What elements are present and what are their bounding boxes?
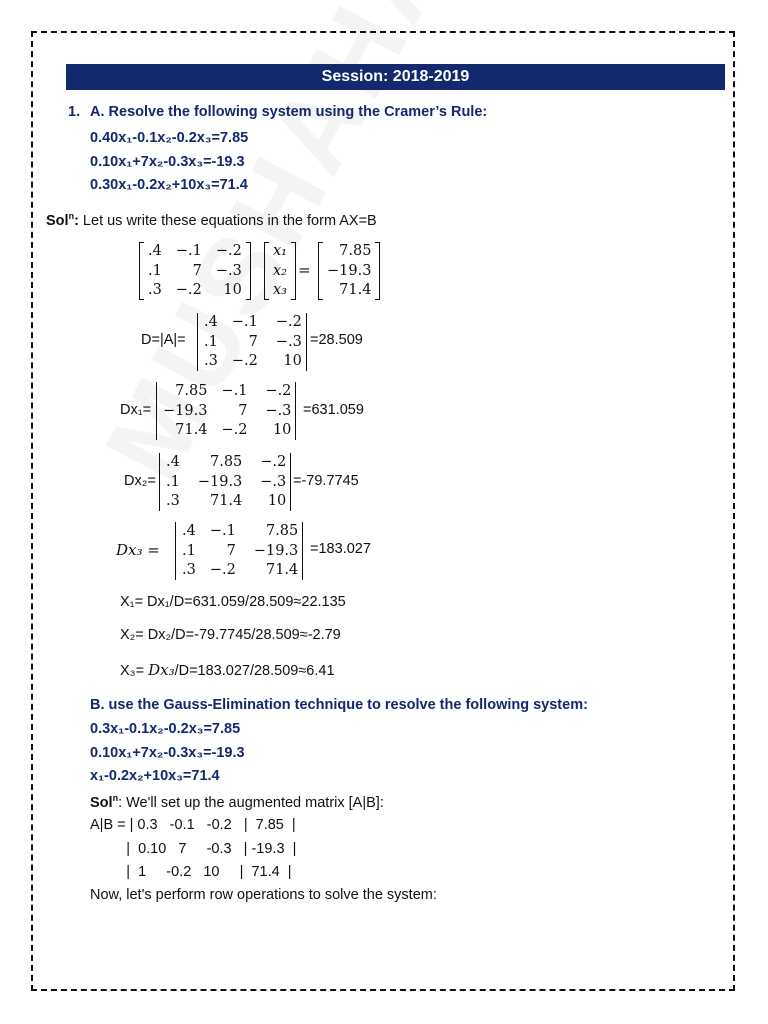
right-bracket xyxy=(246,242,251,300)
determinant-dx1-matrix: 7.85 −19.3 71.4 −.1 7 −.2 −.2 −.3 10 xyxy=(156,382,298,440)
matrix-a: .4 .1 .3 −.1 7 −.2 −.2 −.3 10 xyxy=(139,242,251,300)
part-b-equation-2: 0.10x₁+7x₂-0.3x₃=-19.3 xyxy=(90,745,245,761)
sol-label: Sol xyxy=(46,212,69,229)
determinant-dx1-value: =631.059 xyxy=(303,402,364,418)
question-number: 1. xyxy=(68,104,81,120)
sol-colon: : xyxy=(74,212,79,229)
vector-b: 7.85 −19.3 71.4 xyxy=(318,242,380,300)
determinant-dx2-matrix: .4 .1 .3 7.85 −19.3 71.4 −.2 −.3 10 xyxy=(159,453,293,511)
part-a-equation-2: 0.10x₁+7x₂-0.3x₃=-19.3 xyxy=(90,154,245,170)
closing-text: Now, let's perform row operations to solve the system: xyxy=(90,887,437,903)
augmented-row-3: | 1 -0.2 10 | 71.4 | xyxy=(90,864,292,880)
equals-sign: = xyxy=(298,261,311,279)
result-x3: X₃= Dx₃/D=183.027/28.509≈6.41 xyxy=(120,661,335,679)
part-b-title: B. use the Gauss-Elimination technique to resolve the following system: xyxy=(90,697,588,713)
part-b-equation-1: 0.3x₁-0.1x₂-0.2x₃=7.85 xyxy=(90,721,241,737)
determinant-dx2-value: =-79.7745 xyxy=(293,473,359,489)
determinant-d-value: =28.509 xyxy=(310,332,363,348)
determinant-dx2-label: Dx₂= xyxy=(124,473,156,489)
sol-superscript: n xyxy=(68,211,75,221)
augmented-row-2: | 0.10 7 -0.3 | -19.3 | xyxy=(90,841,297,857)
determinant-dx3-value: =183.027 xyxy=(310,541,371,557)
result-x2: X₂= Dx₂/D=-79.7745/28.509≈-2.79 xyxy=(120,627,341,643)
part-a-equation-1: 0.40x₁-0.1x₂-0.2x₃=7.85 xyxy=(90,130,249,146)
session-banner: Session: 2018-2019 xyxy=(66,64,725,90)
part-b-equation-3: x₁-0.2x₂+10x₃=71.4 xyxy=(90,768,220,784)
part-a-equation-3: 0.30x₁-0.2x₂+10x₃=71.4 xyxy=(90,177,248,193)
result-x1: X₁= Dx₁/D=631.059/28.509≈22.135 xyxy=(120,594,346,610)
determinant-dx1-label: Dx₁= xyxy=(120,402,152,418)
determinant-dx3-matrix: .4 .1 .3 −.1 7 −.2 7.85 −19.3 71.4 xyxy=(175,522,305,580)
determinant-d-matrix: .4 .1 .3 −.1 7 −.2 −.2 −.3 10 xyxy=(197,313,309,371)
part-b-solution-intro: Sol$^n$: We'll set up the augmented matrix [A|B]: xyxy=(90,793,384,811)
vector-x: x₁ x₂ x₃ xyxy=(264,242,296,300)
sol-intro-text: Let us write these equations in the form AX=B xyxy=(78,212,377,229)
solution-intro xyxy=(46,211,377,229)
determinant-dx3-label: Dx₃ = xyxy=(116,541,160,559)
augmented-row-1: A|B = | 0.3 -0.1 -0.2 | 7.85 | xyxy=(90,817,296,833)
determinant-d-label: D=|A|= xyxy=(141,332,186,348)
part-a-title: A. Resolve the following system using the Cramer’s Rule: xyxy=(90,104,488,120)
